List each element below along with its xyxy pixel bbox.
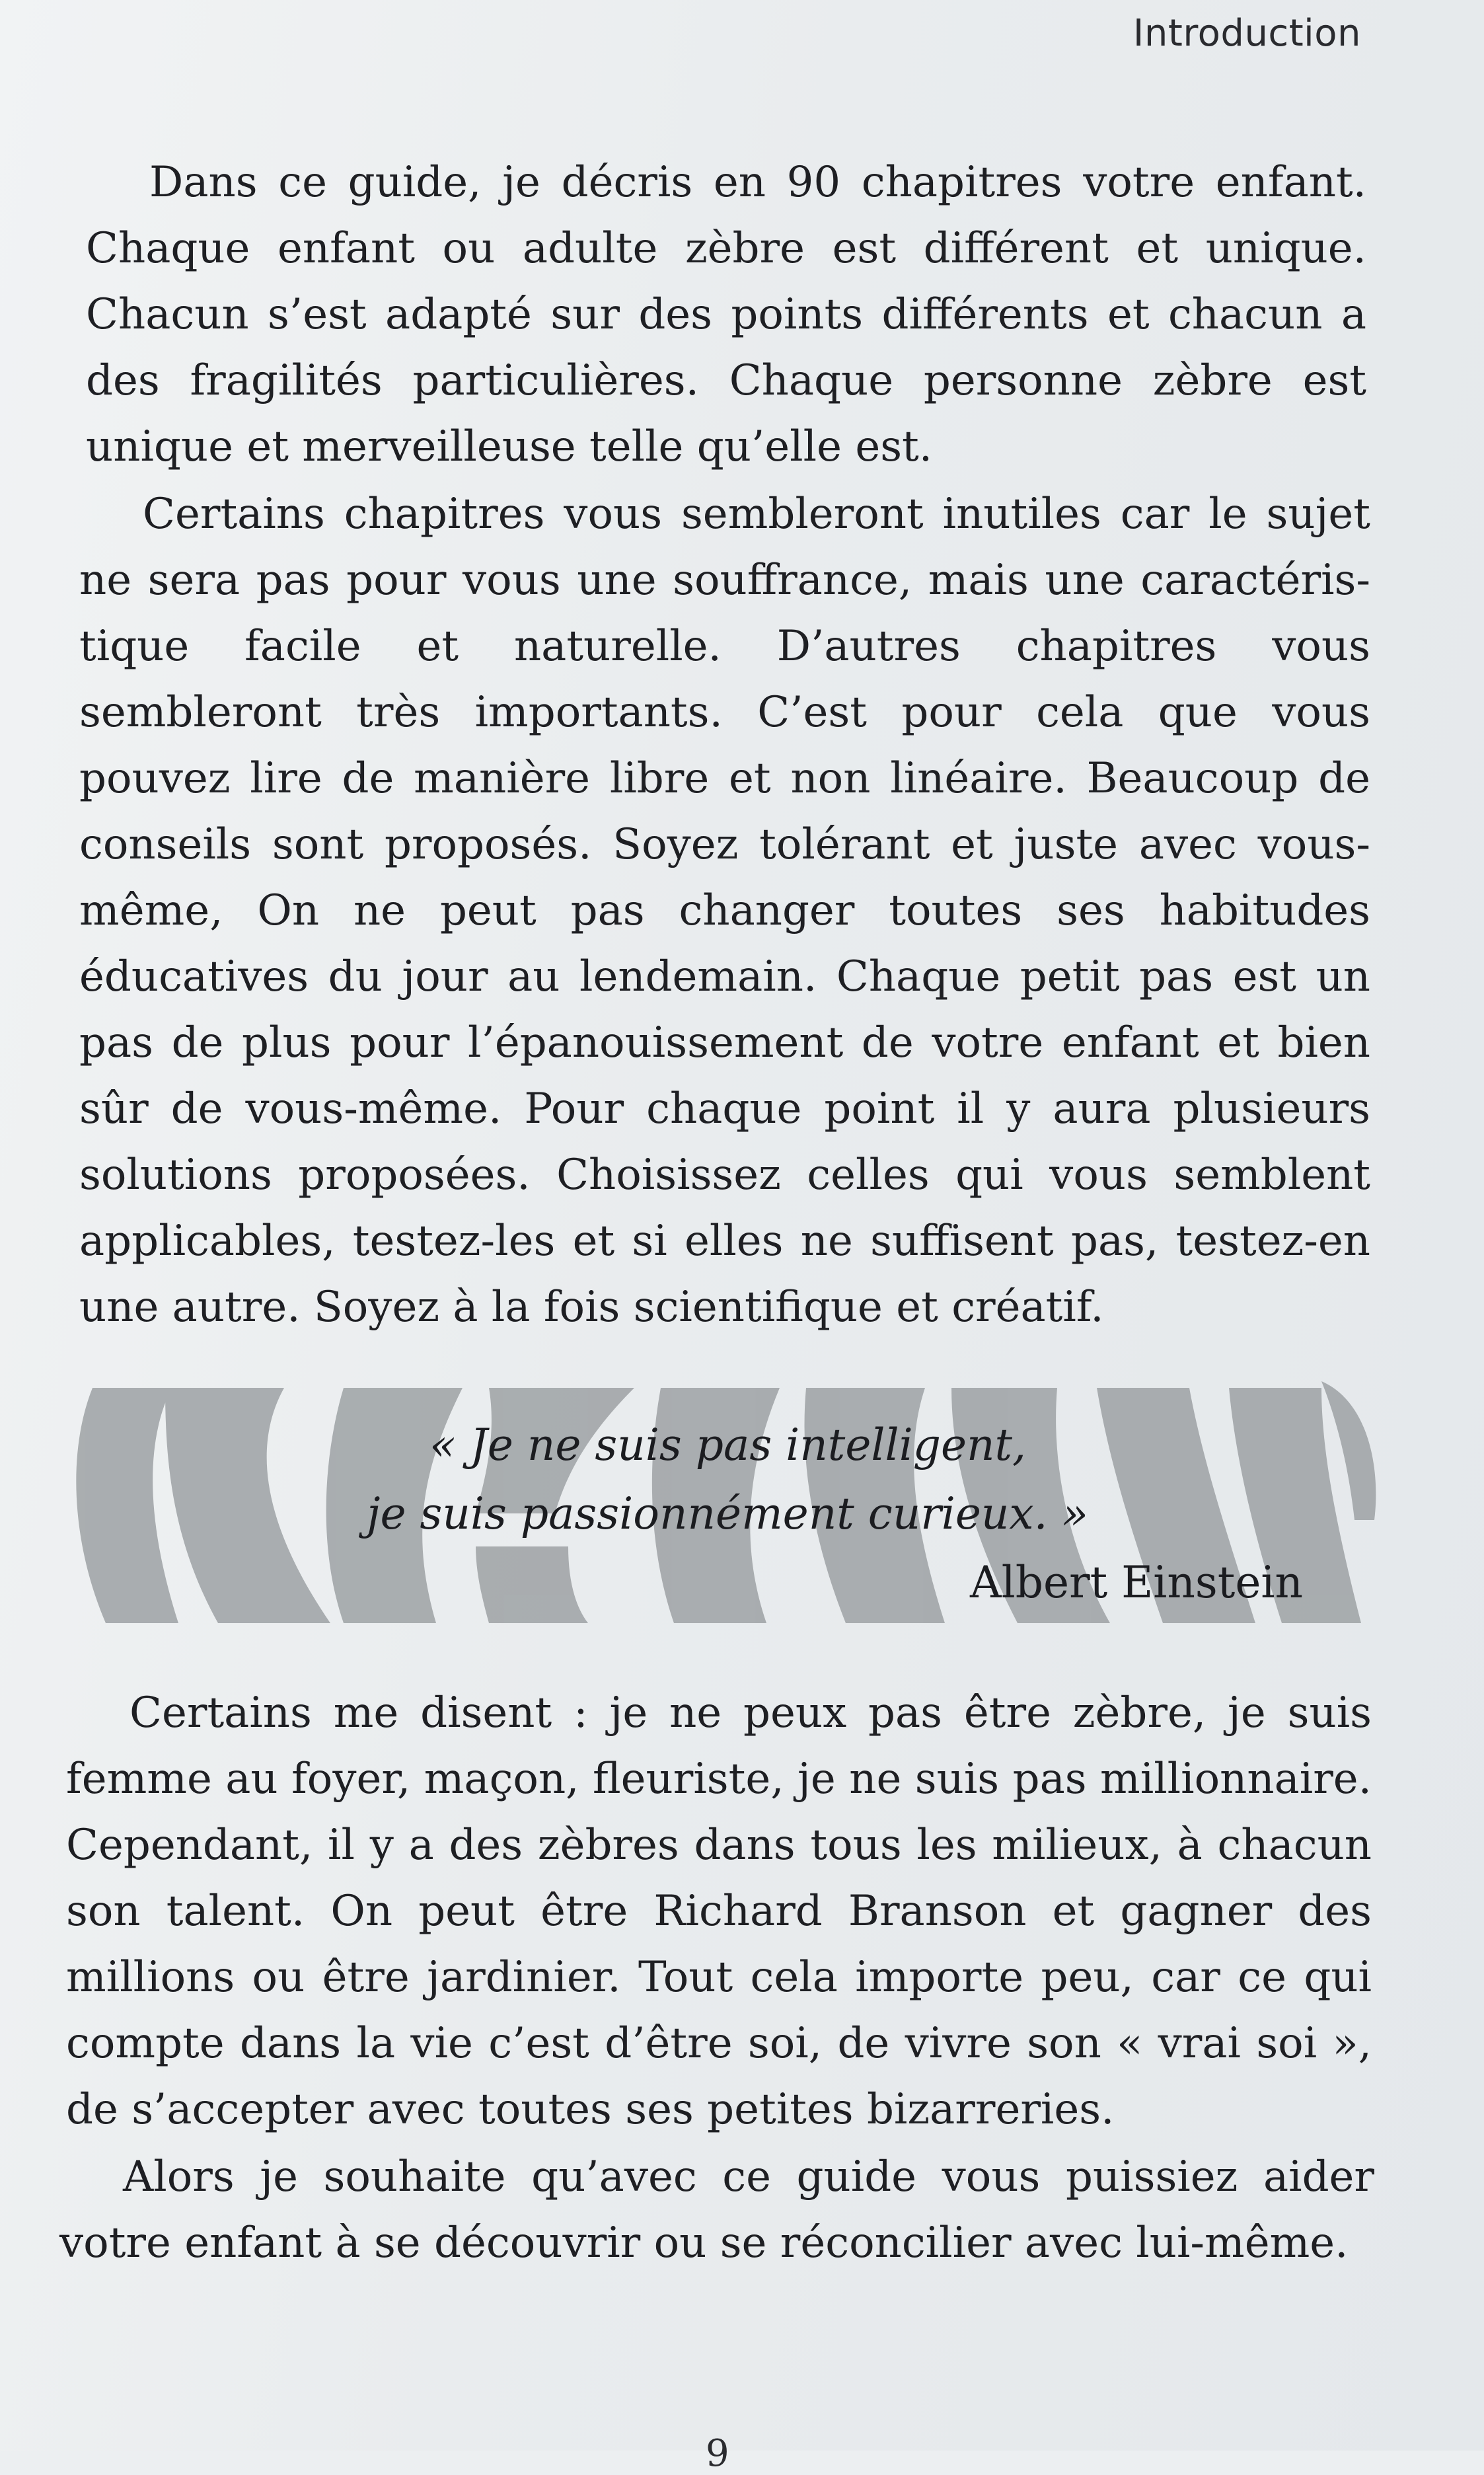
quote-author: Albert Einstein [970,1557,1303,1608]
quote-line-1: « Je ne suis pas intelligent, [429,1420,1027,1470]
paragraph-4: Alors je souhaite qu’avec ce guide vous puissiez aider votre enfant à se découvrir ou se réconcilier avec lui-même. [59,2152,1374,2267]
quote-line-2: je suis passionnément curieux. » [367,1488,1088,1539]
paragraph-2: Certains chapitres vous sembleront inutiles car le sujet ne sera pas pour vous une souffrance, mais une caractéristique facile et naturelle. D’autres chapitres vous sembleront très importants. C’est pour cela que vous pouvez lire de manière libre et non linéaire. Beaucoup de conseils sont proposés. Soyez tolérant et juste avec vous-même, On ne peut pas changer toutes ses habitudes éducatives du jour au lendemain. Chaque petit pas est un pas de plus pour l’épanouissement de votre enfant et bien sûr de vous-même. Pour chaque point il y aura plusieurs solutions proposées. Choisissez celles qui vous semblent applicables, testez-les et si elles ne suffisent pas, testez-en une autre. Soyez à la fois scientifique et créatif. [79,490,1370,1332]
page-number: 9 [706,2432,729,2475]
paragraph-1: Dans ce guide, je décris en 90 chapitres votre enfant. Chaque enfant ou adulte zèbre est différent et unique. Chacun s’est adapté sur des points différents et chacun a des fragilités particulières. Chaque personne zèbre est unique et merveilleuse telle qu’elle est. [86,158,1366,471]
paragraph-3: Certains me disent : je ne peux pas être zèbre, je suis femme au foyer, maçon, fleuriste, je ne suis pas millionnaire. Cependant, il y a des zèbres dans tous les milieux, à chacun son talent. On peut être Richard Branson et gagner des millions ou être jardinier. Tout cela importe peu, car ce qui compte dans la vie c’est d’être soi, de vivre son « vrai soi », de s’accepter avec toutes ses petites bizarreries. [66,1689,1372,2134]
running-header: Introduction [1132,12,1361,55]
